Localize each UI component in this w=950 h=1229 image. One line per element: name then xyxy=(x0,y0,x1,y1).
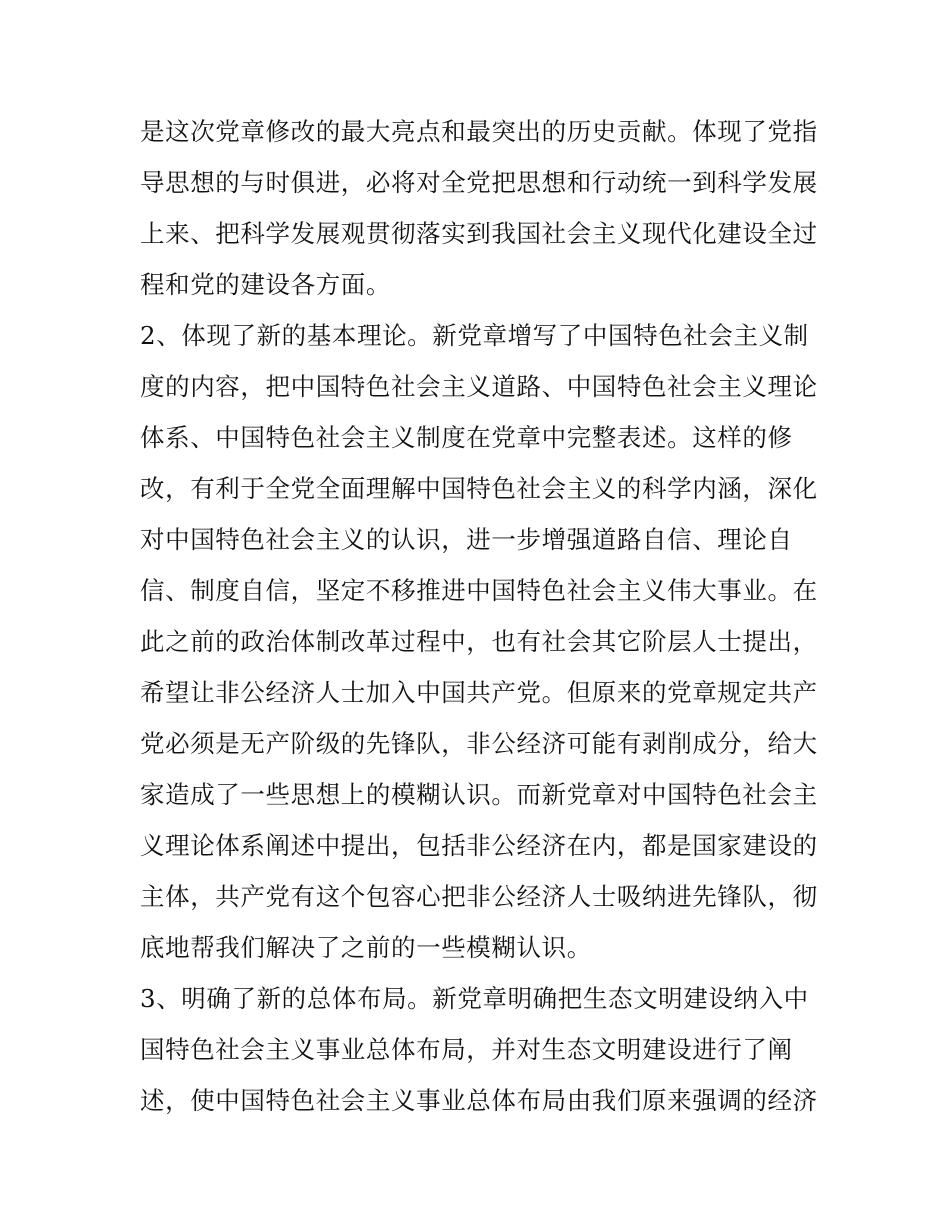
text-line: 希望让非公经济人士加入中国共产党。但原来的党章规定共产 xyxy=(140,678,818,707)
text-line: 国特色社会主义事业总体布局，并对生态文明建设进行了阐 xyxy=(140,1035,793,1064)
text-line: 底地帮我们解决了之前的一些模糊认识。 xyxy=(140,933,592,962)
text-line: 家造成了一些思想上的模糊认识。而新党章对中国特色社会主 xyxy=(140,780,818,809)
text-line: 上来、把科学发展观贯彻落实到我国社会主义现代化建设全过 xyxy=(140,219,818,248)
text-line: 信、制度自信，坚定不移推进中国特色社会主义伟大事业。在 xyxy=(140,576,818,605)
text-line: 度的内容，把中国特色社会主义道路、中国特色社会主义理论 xyxy=(140,372,818,401)
text-line: 导思想的与时俱进，必将对全党把思想和行动统一到科学发展 xyxy=(140,168,818,197)
body-text xyxy=(140,106,820,1126)
text-line: 党必须是无产阶级的先锋队，非公经济可能有剥削成分，给大 xyxy=(140,729,818,758)
text-line: 对中国特色社会主义的认识，进一步增强道路自信、理论自 xyxy=(140,525,793,554)
text-line: 述，使中国特色社会主义事业总体布局由我们原来强调的经济 xyxy=(140,1086,818,1115)
text-line: 主体，共产党有这个包容心把非公经济人士吸纳进先锋队，彻 xyxy=(140,882,818,911)
text-line: 体系、中国特色社会主义制度在党章中完整表述。这样的修 xyxy=(140,423,793,452)
text-line: 3、明确了新的总体布局。新党章明确把生态文明建设纳入中 xyxy=(140,984,809,1013)
text-line: 2、体现了新的基本理论。新党章增写了中国特色社会主义制 xyxy=(140,321,809,350)
text-line: 此之前的政治体制改革过程中，也有社会其它阶层人士提出， xyxy=(140,627,818,656)
text-line: 义理论体系阐述中提出，包括非公经济在内，都是国家建设的 xyxy=(140,831,818,860)
text-line: 程和党的建设各方面。 xyxy=(140,270,391,299)
text-line: 是这次党章修改的最大亮点和最突出的历史贡献。体现了党指 xyxy=(140,117,818,146)
text-line: 改，有利于全党全面理解中国特色社会主义的科学内涵，深化 xyxy=(140,474,818,503)
